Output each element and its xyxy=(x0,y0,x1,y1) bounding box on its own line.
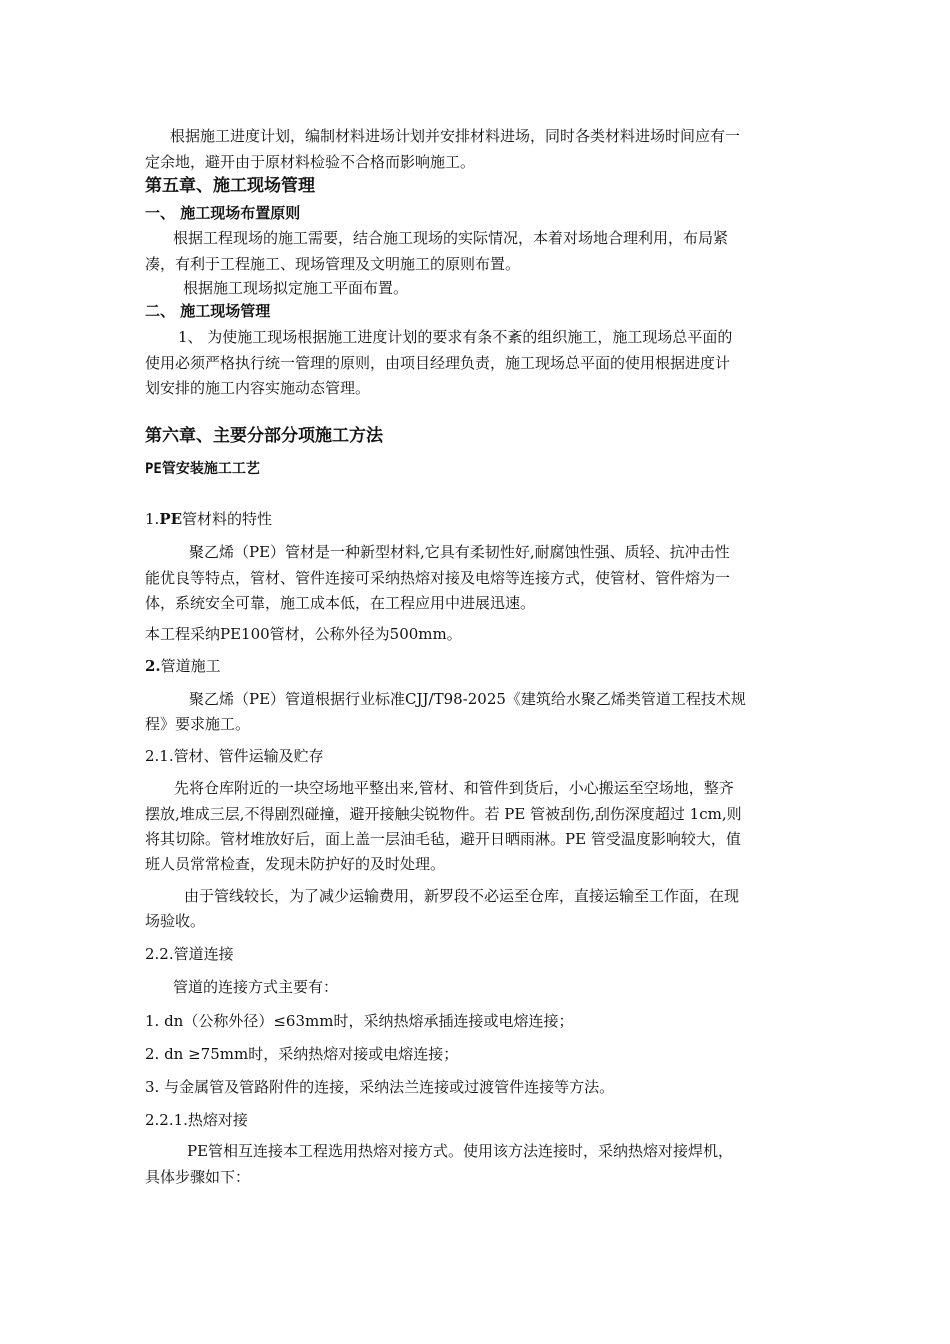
para-line: 1、 为使施工现场根据施工进度计划的要求有条不紊的组织施工，施工现场总平面的 xyxy=(178,328,733,346)
para-line: 程》要求施工。 xyxy=(145,715,251,733)
para-line: 本工程采纳PE100管材，公称外径为500mm。 xyxy=(145,625,462,643)
para-line: 凑，有利于工程施工、现场管理及文明施工的原则布置。 xyxy=(145,255,521,273)
numbered-heading xyxy=(145,656,221,676)
para-line: PE管相互连接本工程选用热熔对接方式。使用该方法连接时，采纳热熔对接焊机， xyxy=(187,1142,734,1160)
para-line: 场验收。 xyxy=(145,912,206,930)
subsection-heading: 2.2.1.热熔对接 xyxy=(145,1111,248,1129)
heading-bold: PE xyxy=(159,510,183,528)
section-heading: 一、 施工现场布置原则 xyxy=(145,204,301,222)
heading-text: 管道施工 xyxy=(160,657,221,675)
para-line: 使用必须严格执行统一管理的原则，由项目经理负责，施工现场总平面的使用根据进度计 xyxy=(145,354,731,372)
chapter-heading: 第六章、主要分部分项施工方法 xyxy=(145,426,383,446)
para-line: 将其切除。管材堆放好后，面上盖一层油毛毡，避开日晒雨淋。PE 管受温度影响较大，值 xyxy=(145,830,741,848)
para-line: 聚乙烯（PE）管道根据行业标准CJJ/T98-2025《建筑给水聚乙烯类管道工程技术规 xyxy=(189,690,746,708)
para-line: 根据工程现场的施工需要，结合施工现场的实际情况，本着对场地合理利用，布局紧 xyxy=(173,229,729,247)
heading-text: 管材料的特性 xyxy=(182,510,273,528)
para-line: 定余地，避开由于原材料检验不合格而影响施工。 xyxy=(145,153,476,171)
heading-number: 1. xyxy=(145,510,160,528)
para-line: 根据施工进度计划，编制材料进场计划并安排材料进场，同时各类材料进场时间应有一 xyxy=(170,127,741,145)
subsection-heading: 2.1.管材、管件运输及贮存 xyxy=(145,747,324,765)
list-item: 1. dn（公称外径）≤63mm时，采纳热熔承插连接或电熔连接； xyxy=(145,1012,574,1030)
para-line: 管道的连接方式主要有： xyxy=(173,978,339,996)
list-item: 3. 与金属管及管路附件的连接，采纳法兰连接或过渡管件连接等方法。 xyxy=(145,1078,615,1096)
para-line: 摆放,堆成三层,不得剧烈碰撞，避开接触尖锐物件。若 PE 管被刮伤,刮伤深度超过 1cm,则 xyxy=(145,805,742,823)
para-line: 能优良等特点，管材、管件连接可采纳热熔对接及电熔等连接方式，使管材、管件熔为一 xyxy=(145,569,731,587)
para-line: 具体步骤如下： xyxy=(145,1168,251,1186)
para-line: 由于管线较长，为了减少运输费用，新罗段不必运至仓库，直接运输至工作面，在现 xyxy=(184,887,740,905)
para-line: 划安排的施工内容实施动态管理。 xyxy=(145,379,371,397)
numbered-heading xyxy=(145,509,272,529)
chapter-heading: 第五章、施工现场管理 xyxy=(145,176,315,196)
section-heading: 二、 施工现场管理 xyxy=(145,302,271,320)
para-line: 聚乙烯（PE）管材是一种新型材料,它具有柔韧性好,耐腐蚀性强、质轻、抗冲击性 xyxy=(189,543,730,561)
subsection-heading: PE管安装施工工艺 xyxy=(145,461,260,477)
para-line: 班人员常常检查，发现未防护好的及时处理。 xyxy=(145,855,446,873)
para-line: 体，系统安全可靠，施工成本低，在工程应用中进展迅速。 xyxy=(145,594,536,612)
subsection-heading: 2.2.管道连接 xyxy=(145,945,234,963)
para-line: 根据施工现场拟定施工平面布置。 xyxy=(183,279,409,297)
para-line: 先将仓库附近的一块空场地平整出来,管材、和管件到货后，小心搬运至空场地，整齐 xyxy=(174,779,734,797)
heading-number: 2. xyxy=(145,657,161,675)
list-item: 2. dn ≥75mm时，采纳热熔对接或电熔连接； xyxy=(145,1045,459,1063)
